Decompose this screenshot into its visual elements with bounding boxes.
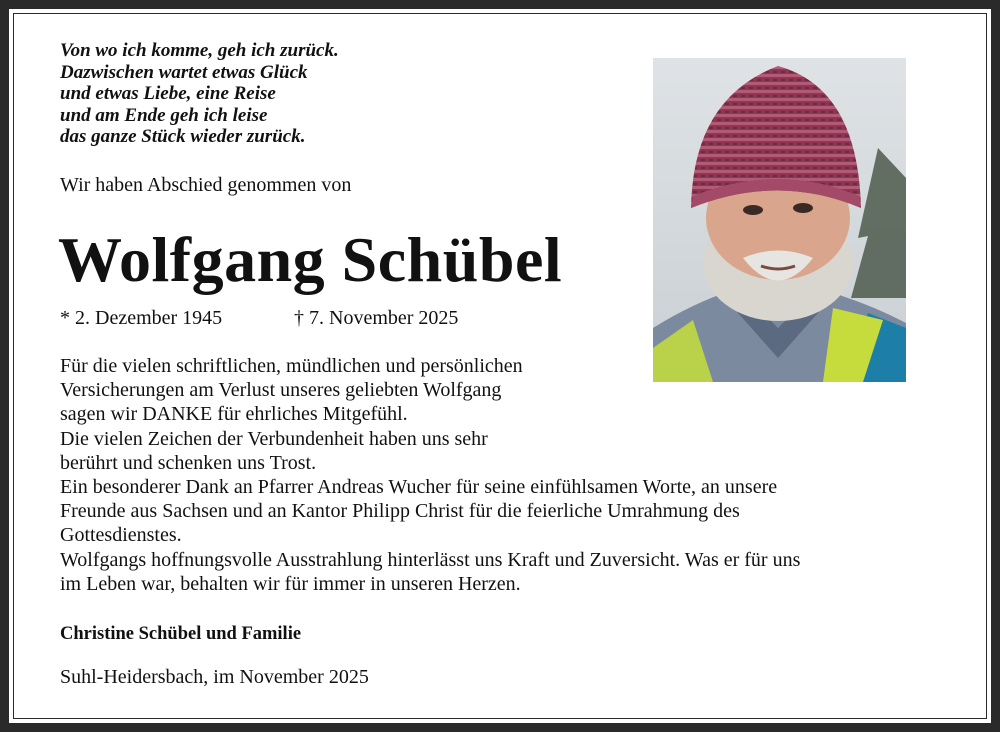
poem-line: Von wo ich komme, geh ich zurück. [60,40,339,61]
poem-line: und am Ende geh ich leise [60,104,268,126]
body-line: im Leben war, behalten wir für immer in unseren Herzen. [60,572,521,595]
body-line: Freunde aus Sachsen und an Kantor Philipp Christ für die feierliche Umrahmung des [60,500,740,523]
thank-you-text [60,354,940,596]
poem-line: Dazwischen wartet etwas Glück [60,61,308,83]
body-line: sagen wir DANKE für ehrliches Mitgefühl. [60,403,408,426]
life-dates [60,307,459,330]
signature: Christine Schübel und Familie [60,624,302,644]
poem-line: das ganze Stück wieder zurück. [60,126,306,148]
place-date: Suhl-Heidersbach, im November 2025 [60,666,369,688]
body-line: Ein besonderer Dank an Pfarrer Andreas Wucher für seine einfühlsamen Worte, an unsere [60,476,778,499]
body-line: Die vielen Zeichen der Verbundenheit haben uns sehr [60,427,488,450]
deceased-name: Wolfgang Schübel [58,224,563,295]
poem-line: und etwas Liebe, eine Reise [60,83,276,105]
poem [60,40,339,148]
body-line: Versicherungen am Verlust unseres geliebten Wolfgang [60,379,502,402]
portrait-photo [653,58,906,382]
birth-date: * 2. Dezember 1945 [60,307,223,329]
body-line: Für die vielen schriftlichen, mündlichen und persönlichen [60,355,523,377]
death-date: † 7. November 2025 [294,307,459,329]
intro-text: Wir haben Abschied genommen von [60,174,352,196]
body-line: Gottesdienstes. [60,524,182,547]
body-line: berührt und schenken uns Trost. [60,451,317,474]
body-line: Wolfgangs hoffnungsvolle Ausstrahlung hinterlässt uns Kraft und Zuversicht. Was er für uns [60,548,801,571]
